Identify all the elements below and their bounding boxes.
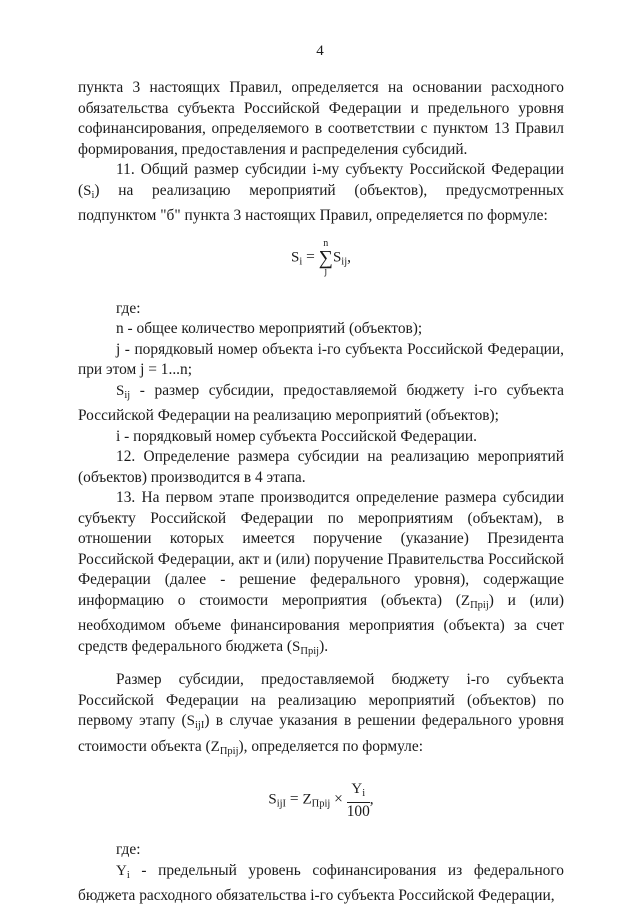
f2-times: × — [334, 790, 343, 808]
yi-text: - предельный уровень софинансирования из федерального бюджета расходного обязательства i-го субъекта Российской Федерации, — [78, 861, 564, 904]
sigma-icon: ∑ — [318, 246, 333, 269]
f1-eq: = — [306, 248, 315, 266]
psize-text-b: ) в случае указания в решении федерального уровня стоимости объекта ( — [78, 712, 564, 755]
page-body — [78, 78, 564, 907]
p13-text-b: и (или) необходимом объеме финансирования мероприятия (объекта) за счет средств федерального бюджета ( — [78, 591, 564, 655]
sigma-top: n — [323, 237, 329, 249]
f2-lhs-sub: ijI — [276, 798, 287, 810]
f1-end: , — [347, 248, 351, 266]
definition-i: i - порядковый номер субъекта Российской Федерации. — [116, 427, 477, 445]
definition-sij — [78, 381, 564, 427]
page-number: 4 — [316, 43, 324, 59]
sij-symbol: S — [116, 382, 125, 399]
psize-text-c: ), определяется по формуле: — [238, 737, 423, 755]
f2-z: Z — [302, 791, 312, 808]
formula-stage-one — [78, 774, 564, 832]
definition-yi — [78, 861, 564, 907]
sigma-bottom: j — [324, 265, 328, 277]
f1-lhs-sub: i — [299, 256, 303, 268]
f2-end: , — [369, 790, 374, 808]
fraction — [347, 780, 370, 820]
definition-j: j - порядковый номер объекта i-го субъекта Российской Федерации, при этом j = 1...n; — [78, 340, 564, 378]
f1-rhs: S — [332, 249, 342, 266]
sigma-sum — [319, 239, 333, 277]
psize-s-sub: ijI — [195, 720, 205, 731]
psize-text-a: Размер субсидии, предоставляемой бюджету i-го субъекта Российской Федерации на реализацию мероприятий (объектов) по первому этапу ( — [78, 671, 564, 729]
f2-z-sub: Прij — [311, 798, 331, 810]
sij-sub: ij — [124, 389, 131, 401]
psize-z: Z — [210, 738, 220, 755]
p13-text-c: ). — [319, 637, 329, 655]
symbol-s: S — [83, 182, 92, 199]
f1-rhs-sub: ij — [341, 256, 348, 268]
where-label-2: где: — [116, 841, 141, 858]
paragraph-subsidy-size — [78, 670, 564, 762]
paragraph-continuation: пункта 3 настоящих Правил, определяется на основании расходного обязательства субъекта Российской Федерации и предельного уровня софинансирования, определяемого в соответствии с пунктом 13 Правил формирования, предоставления и распределения субсидий. — [78, 79, 564, 158]
p13-s-sub: Прij — [300, 645, 320, 657]
symbol-s-sub: i — [91, 189, 95, 201]
p13-z-sub: Прij — [470, 599, 489, 611]
p13-z: Z — [460, 592, 471, 609]
f2-num-sub: i — [362, 788, 366, 799]
psize-z-sub: Прij — [219, 745, 239, 757]
f2-lhs: S — [268, 791, 277, 808]
paragraph-13: 13. На первом этапе производится определение размера субсидии субъекту Российской Федерации по мероприятиям (объектам), в отношении которых имеется поручение (указание) Президента Российской Федерации, акт и (или) поручение Правительства Российской Федерации (далее - решение федерального уровня), содержащие информацию о стоимости мероприятия (объекта) $(Z_{Прij})$ и (или) необходимом объеме финансирования мероприятия (объекта) за счет средств федерального бюджета $(S_{Прij})$. — [78, 489, 564, 657]
formula-total-subsidy — [78, 233, 564, 287]
f2-eq: = — [289, 790, 299, 808]
paragraph-11: 11. Общий размер субсидии i-му субъекту Российской Федерации $(S_i)$ на реализацию мероприятий (объектов), предусмотренных подпунктом "б" пункта 3 настоящих Правил, определяется по формуле: — [78, 161, 564, 224]
yi-sub: i — [126, 869, 130, 881]
paragraph-12: 12. Определение размера субсидии на реализацию мероприятий (объектов) производится в 4 этапа. — [78, 448, 564, 486]
sij-text: - размер субсидии, предоставляемой бюджету i-го субъекта Российской Федерации на реализацию мероприятий (объектов); — [78, 381, 564, 424]
p11-text-b: на реализацию мероприятий (объектов), предусмотренных подпунктом "б" пункта 3 настоящих Правил, определяется по формуле: — [78, 181, 564, 224]
yi-symbol: Y — [116, 862, 127, 879]
fraction-numerator — [347, 780, 370, 803]
fraction-denominator: 100 — [346, 803, 370, 820]
psize-s: S — [186, 713, 195, 729]
p13-text-a: 13. На первом этапе производится определение размера субсидии субъекту Российской Федерации по мероприятиям (объектам), в отношении которых имеется поручение (указание) Президента Российской Федерации, акт и (или) поручение Правительства Российской Федерации (далее - решение федерального уровня), содержащие информацию о стоимости мероприятия (объекта) — [78, 489, 564, 609]
p13-s: S — [292, 638, 301, 655]
p11-text-a: 11. Общий размер субсидии i-му субъекту Российской Федерации — [116, 161, 564, 178]
f2-num: Y — [351, 781, 363, 797]
f1-lhs: S — [291, 249, 300, 266]
where-label: где: — [116, 299, 141, 317]
definition-n: n - общее количество мероприятий (объектов); — [116, 320, 423, 337]
